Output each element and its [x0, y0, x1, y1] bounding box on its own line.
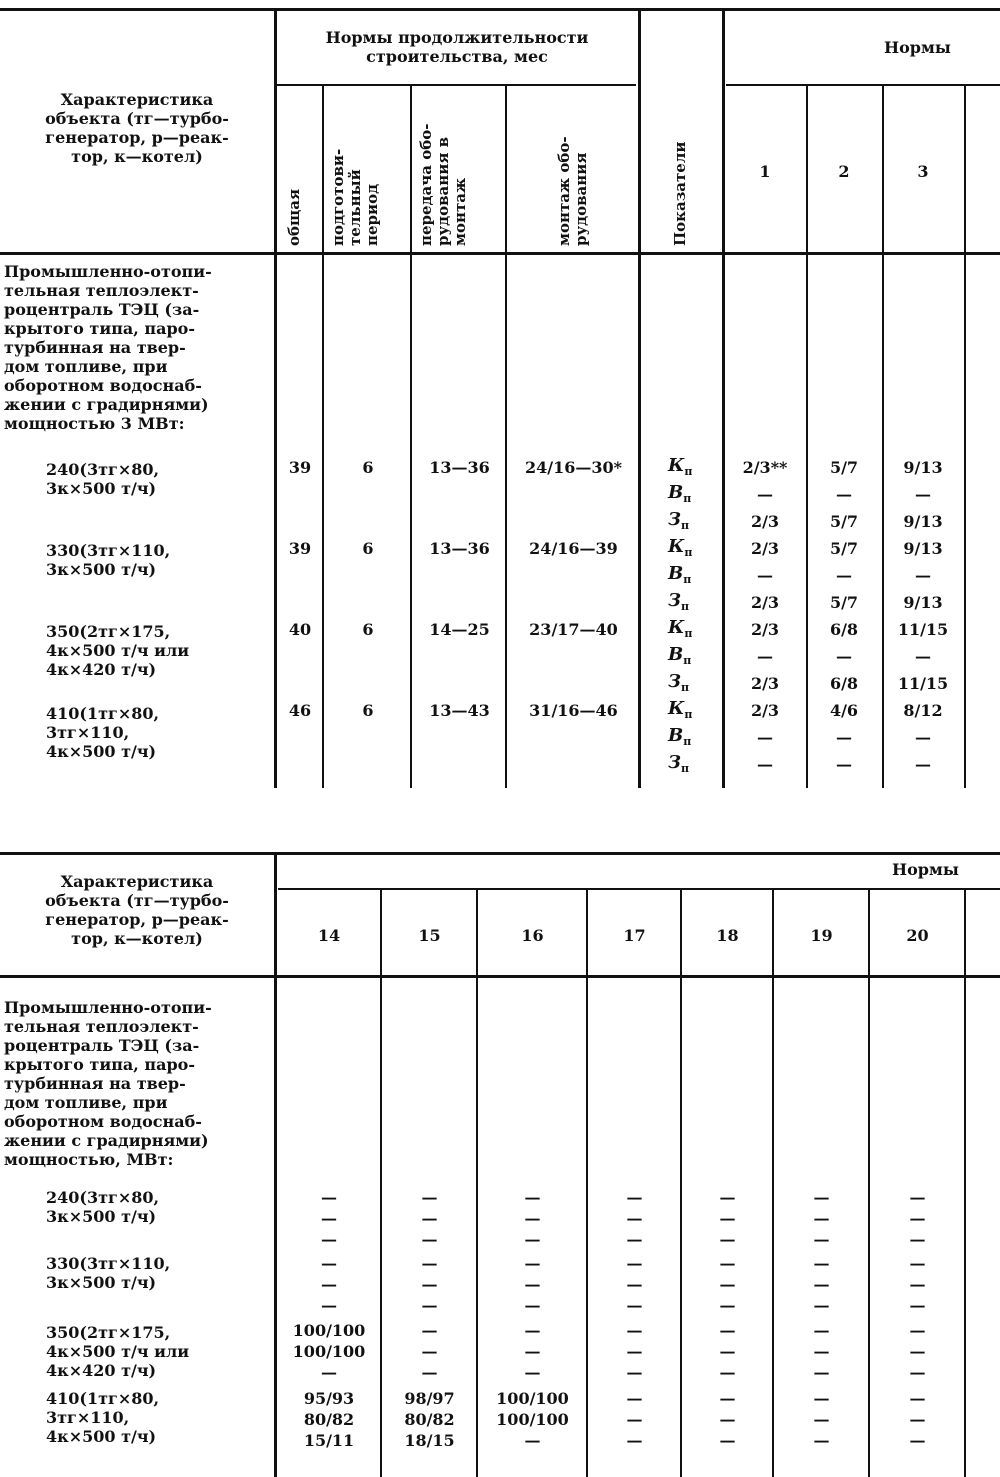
table2-norm-cell: —: [421, 1296, 438, 1315]
table2-norm-cell: —: [719, 1230, 736, 1249]
table2-norm-cell: —: [719, 1275, 736, 1294]
table2-norm-cell: —: [719, 1296, 736, 1315]
table1-header-rule: [0, 252, 1000, 255]
table2-norm-cell: —: [626, 1275, 643, 1294]
table2-norm-cell: —: [626, 1188, 643, 1207]
table1-norm-cell: —: [915, 566, 931, 585]
table1-cell-prep: 6: [362, 701, 374, 720]
table2-norm-cell: —: [909, 1321, 926, 1340]
table2-norm-cell: —: [524, 1275, 541, 1294]
table2-norm-cell: —: [813, 1209, 830, 1228]
table2-col-rule: [964, 890, 966, 1477]
table2-col-rule: [868, 890, 870, 1477]
table2-norm-cell: —: [421, 1275, 438, 1294]
table1-col-rule: [274, 8, 277, 788]
table2-norm-col-header: 15: [418, 926, 441, 945]
table2-col-rule: [380, 890, 382, 1477]
table1-norm-cell: —: [836, 566, 852, 585]
table2-norm-cell: 18/15: [404, 1431, 455, 1450]
table2-norm-cell: —: [813, 1389, 830, 1408]
table2-norm-cell: —: [909, 1431, 926, 1450]
table1-col-rule: [638, 8, 641, 788]
table1-col-rule: [964, 86, 966, 788]
table2-norm-cell: —: [421, 1363, 438, 1382]
table2-norm-cell: —: [909, 1188, 926, 1207]
table1-indicator-header: Показатели: [671, 141, 689, 246]
table1-cell-total: 40: [288, 620, 312, 639]
table2-row-label: 410(1тг×80, 3тг×110, 4к×500 т/ч): [46, 1389, 160, 1446]
table2-norm-cell: 98/97: [404, 1389, 455, 1408]
table2-norm-cell: —: [909, 1389, 926, 1408]
table2-col-rule: [586, 890, 588, 1477]
table2-norm-cell: —: [524, 1209, 541, 1228]
table2-header-rule: [0, 975, 1000, 978]
table2-norms-group-rule: [278, 888, 1000, 890]
table1-norm-cell: 6/8: [829, 674, 859, 693]
table1-cell-total: 46: [288, 701, 312, 720]
table2-norm-cell: 100/100: [292, 1342, 366, 1361]
table2-norm-cell: —: [524, 1321, 541, 1340]
table1-norm-cell: 8/12: [903, 701, 943, 720]
table1-norm-cell: 2/3: [750, 674, 780, 693]
table1-norm-cell: 9/13: [903, 539, 943, 558]
table2-norm-cell: —: [421, 1254, 438, 1273]
table1-cell-transfer: 14—25: [429, 620, 490, 639]
table2-norm-col-header: 14: [317, 926, 341, 945]
table2-norm-cell: 100/100: [496, 1410, 569, 1429]
table2-characteristic-header: Характеристика объекта (тг—турбо- генератор, р—реак- тор, к—котел): [45, 872, 229, 948]
table1-cell-prep: 6: [362, 539, 374, 558]
table2-norm-cell: —: [813, 1363, 830, 1382]
table2-norm-cell: —: [421, 1342, 438, 1361]
table1-row-label: 330(3тг×110, 3к×500 т/ч): [46, 541, 171, 579]
table2-norm-cell: —: [813, 1410, 830, 1429]
table2-norm-cell: —: [719, 1410, 736, 1429]
table2-norm-cell: —: [321, 1254, 337, 1273]
table2-norm-cell: —: [909, 1209, 926, 1228]
table1-duration-group-header: Нормы продолжительности строительства, мес: [325, 28, 589, 66]
table1-norm-cell: —: [757, 566, 773, 585]
table2-norm-cell: —: [524, 1431, 541, 1450]
table1-norm-cell: 11/15: [897, 674, 949, 693]
table1-norm-cell: —: [915, 728, 931, 747]
table1-indicator-symbol: $К_п$: [668, 698, 693, 721]
table1-row-label: 350(2тг×175, 4к×500 т/ч или 4к×420 т/ч): [46, 622, 190, 679]
table1-indicator-symbol: $З_п$: [668, 752, 690, 775]
table1-norm-cell: 5/7: [829, 539, 859, 558]
table1-indicator-symbol: $З_п$: [668, 590, 690, 613]
table2-norm-cell: —: [626, 1389, 643, 1408]
table2-norm-cell: —: [813, 1321, 830, 1340]
table2-norm-cell: —: [321, 1275, 337, 1294]
table1-top-rule: [0, 8, 1000, 11]
table1-cell-prep: 6: [362, 458, 374, 477]
table1-norm-cell: 9/13: [903, 593, 943, 612]
table2-norm-cell: —: [719, 1321, 736, 1340]
table1-norm-cell: 5/7: [829, 593, 859, 612]
table2-norm-cell: —: [813, 1342, 830, 1361]
table2-norm-cell: —: [719, 1342, 736, 1361]
table2-row-label: 330(3тг×110, 3к×500 т/ч): [46, 1254, 171, 1292]
table1-norm-col-1: 1: [759, 162, 771, 181]
table1-norm-cell: 2/3: [750, 701, 780, 720]
table1-col-rule: [505, 86, 507, 788]
table2-norm-cell: —: [626, 1363, 643, 1382]
table1-col-rule: [410, 86, 412, 788]
table1-norms-header: Нормы: [884, 38, 951, 57]
table1-duration-group-rule: [276, 84, 636, 86]
table2-norm-cell: —: [813, 1275, 830, 1294]
table2-norm-cell: —: [626, 1431, 643, 1450]
table1-norm-cell: —: [915, 647, 931, 666]
table2-norm-cell: —: [321, 1296, 337, 1315]
table1-characteristic-header: Характеристика объекта (тг—турбо- генератор, р—реак- тор, к—котел): [45, 90, 229, 166]
table2-norm-cell: —: [909, 1230, 926, 1249]
table2-col-rule: [772, 890, 774, 1477]
table1-norm-cell: —: [836, 728, 852, 747]
table2-norm-cell: 15/11: [303, 1431, 355, 1450]
table1-norms-group-rule: [726, 84, 1000, 86]
table2-norm-cell: 80/82: [303, 1410, 355, 1429]
table2-norm-cell: —: [524, 1363, 541, 1382]
table2-norm-cell: —: [719, 1389, 736, 1408]
table1-cell-install: 23/17—40: [529, 620, 618, 639]
table2-col-rule: [680, 890, 682, 1477]
table2-norm-cell: —: [524, 1230, 541, 1249]
table2-norm-cell: 100/100: [496, 1389, 569, 1408]
table1-indicator-symbol: $В_п$: [668, 644, 692, 667]
table1-indicator-symbol: $З_п$: [668, 509, 690, 532]
table1-norm-cell: 9/13: [903, 458, 943, 477]
table1-norm-col-2: 2: [838, 162, 850, 181]
table2-row-label: 350(2тг×175, 4к×500 т/ч или 4к×420 т/ч): [46, 1323, 190, 1380]
table2-norm-cell: —: [626, 1342, 643, 1361]
table2-norm-col-header: 18: [716, 926, 739, 945]
table2-norm-cell: —: [524, 1254, 541, 1273]
table2-norm-cell: —: [421, 1230, 438, 1249]
table2-row-label: 240(3тг×80, 3к×500 т/ч): [46, 1188, 160, 1226]
table2-norm-col-header: 17: [623, 926, 646, 945]
table1-norm-cell: 5/7: [829, 458, 859, 477]
table1-norm-cell: 2/3: [750, 593, 780, 612]
table2-norm-cell: —: [524, 1188, 541, 1207]
table1-norm-cell: —: [757, 755, 773, 774]
table1-norm-cell: 11/15: [897, 620, 949, 639]
table2-norm-cell: —: [813, 1431, 830, 1450]
table2-norm-cell: —: [719, 1209, 736, 1228]
table2-norm-cell: —: [421, 1321, 438, 1340]
table1-cell-transfer: 13—43: [429, 701, 490, 720]
table2-norm-cell: —: [321, 1188, 337, 1207]
table2-norm-cell: 95/93: [303, 1389, 355, 1408]
table2-col-rule: [274, 852, 277, 1477]
table1-duration-col-transfer: передача обо- рудования в монтаж: [417, 123, 469, 246]
table1-norm-cell: —: [915, 485, 931, 504]
table1-indicator-symbol: $В_п$: [668, 725, 692, 748]
table1-norm-cell: 2/3: [750, 512, 780, 531]
table1-cell-prep: 6: [362, 620, 374, 639]
table2-norm-cell: —: [719, 1431, 736, 1450]
table2-norms-header: Нормы: [892, 860, 959, 879]
table1-col-rule: [322, 86, 324, 788]
table2-norm-cell: —: [909, 1275, 926, 1294]
table2-norm-col-header: 19: [810, 926, 833, 945]
table1-norm-cell: 2/3**: [742, 458, 788, 477]
table1-cell-install: 31/16—46: [529, 701, 618, 720]
table1-indicator-symbol: $В_п$: [668, 482, 692, 505]
table1-cell-install: 24/16—30*: [524, 458, 622, 477]
table1-norm-cell: —: [757, 485, 773, 504]
table1-norm-cell: 2/3: [750, 620, 780, 639]
table1-norm-cell: 6/8: [829, 620, 859, 639]
table1-cell-total: 39: [288, 539, 312, 558]
table1-norm-col-3: 3: [917, 162, 929, 181]
table1-cell-transfer: 13—36: [429, 539, 490, 558]
table1-row-label: 240(3тг×80, 3к×500 т/ч): [46, 460, 160, 498]
table1-col-rule: [722, 8, 725, 788]
table2-norm-cell: —: [909, 1296, 926, 1315]
table1-cell-install: 24/16—39: [529, 539, 618, 558]
table1-norm-cell: 5/7: [829, 512, 859, 531]
table2-norm-cell: —: [909, 1363, 926, 1382]
table2-norm-cell: —: [421, 1209, 438, 1228]
table2-norm-cell: —: [321, 1363, 337, 1382]
table1-norm-cell: —: [836, 485, 852, 504]
table1-row-label: 410(1тг×80, 3тг×110, 4к×500 т/ч): [46, 704, 160, 761]
table1-cell-total: 39: [288, 458, 312, 477]
table1-duration-col-install: монтаж обо- рудования: [555, 136, 590, 246]
table2-top-rule: [0, 852, 1000, 855]
table2-norm-cell: —: [626, 1254, 643, 1273]
table2-norm-cell: —: [626, 1321, 643, 1340]
table1-cell-transfer: 13—36: [429, 458, 490, 477]
table2-norm-col-header: 20: [906, 926, 929, 945]
table1-norm-cell: 9/13: [903, 512, 943, 531]
table2-norm-cell: —: [719, 1363, 736, 1382]
table1-indicator-symbol: $К_п$: [668, 536, 693, 559]
table2-norm-col-header: 16: [521, 926, 544, 945]
table2-object-description: Промышленно-отопи- тельная теплоэлект- роцентраль ТЭЦ (за- крытого типа, паро- турбинная на твер- дом топливе, при оборотном водоснаб- жении с градирнями) мощностью, МВт:: [4, 998, 212, 1169]
table1-indicator-symbol: $В_п$: [668, 563, 692, 586]
table1-duration-col-prep: подготови- тельный период: [329, 148, 381, 246]
table1-norm-cell: —: [836, 755, 852, 774]
table1-indicator-symbol: $К_п$: [668, 617, 693, 640]
table2-norm-cell: —: [626, 1410, 643, 1429]
table2-norm-cell: —: [813, 1188, 830, 1207]
table1-norm-cell: —: [915, 755, 931, 774]
table2-norm-cell: —: [813, 1230, 830, 1249]
table2-norm-cell: —: [719, 1188, 736, 1207]
table1-norm-cell: —: [757, 728, 773, 747]
table1-norm-cell: —: [757, 647, 773, 666]
table2-norm-cell: —: [524, 1342, 541, 1361]
table2-norm-cell: 100/100: [292, 1321, 366, 1340]
table2-norm-cell: —: [626, 1296, 643, 1315]
table2-norm-cell: —: [813, 1254, 830, 1273]
table2-norm-cell: —: [909, 1410, 926, 1429]
table2-norm-cell: —: [626, 1209, 643, 1228]
table2-norm-cell: —: [321, 1209, 337, 1228]
table2-norm-cell: 80/82: [404, 1410, 455, 1429]
table2-norm-cell: —: [321, 1230, 337, 1249]
table2-norm-cell: —: [719, 1254, 736, 1273]
table2-norm-cell: —: [524, 1296, 541, 1315]
table2-norm-cell: —: [909, 1342, 926, 1361]
table1-norm-cell: 2/3: [750, 539, 780, 558]
table2-norm-cell: —: [909, 1254, 926, 1273]
table1-object-description: Промышленно-отопи- тельная теплоэлект- роцентраль ТЭЦ (за- крытого типа, паро- турбинная на твер- дом топливе, при оборотном водоснаб- жении с градирнями) мощностью 3 МВт:: [4, 262, 212, 433]
table2-col-rule: [476, 890, 478, 1477]
table2-norm-cell: —: [813, 1296, 830, 1315]
table1-duration-col-total: общая: [285, 188, 303, 246]
table1-norm-cell: 4/6: [829, 701, 859, 720]
table1-indicator-symbol: $З_п$: [668, 671, 690, 694]
table2-norm-cell: —: [626, 1230, 643, 1249]
table1-indicator-symbol: $К_п$: [668, 455, 693, 478]
table2-norm-cell: —: [421, 1188, 438, 1207]
table1-norm-cell: —: [836, 647, 852, 666]
